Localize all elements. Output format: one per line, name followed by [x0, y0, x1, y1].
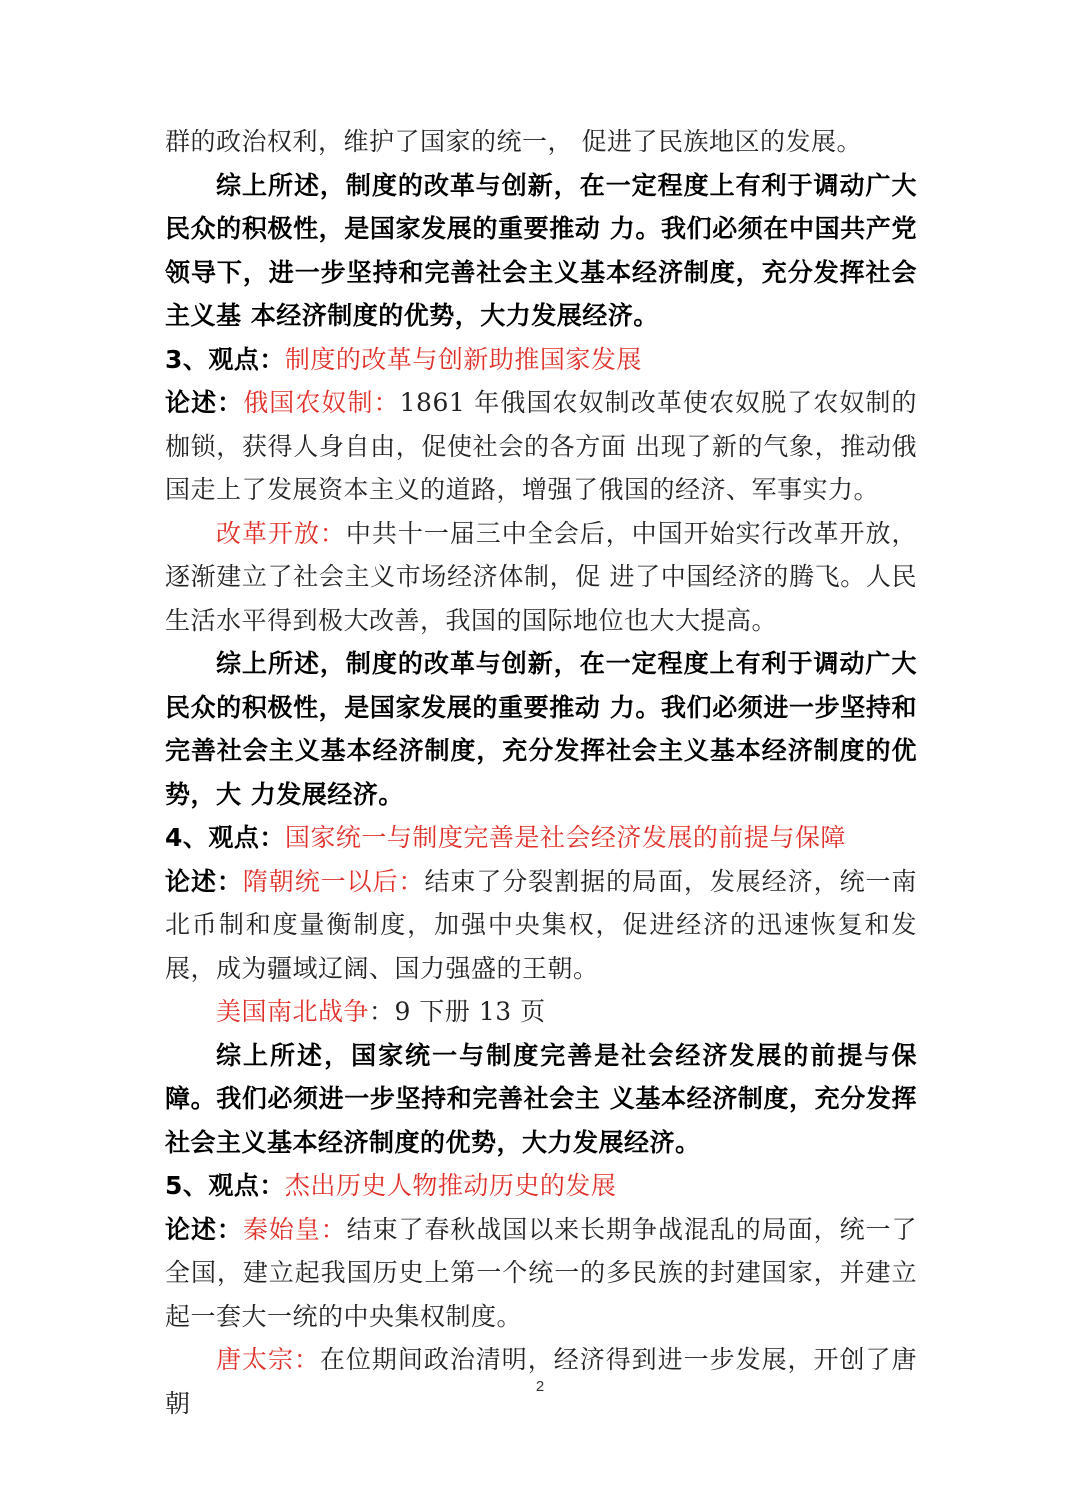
viewpoint-title: 杰出历史人物推动历史的发展: [284, 1171, 617, 1200]
page-content: [165, 120, 917, 1425]
paragraph-continuation: [165, 120, 917, 164]
viewpoint-title: 国家统一与制度完善是社会经济发展的前提与保障: [284, 823, 846, 852]
summary-text: 综上所述，国家统一与制度完善是社会经济发展的前提与保障。我们必须进一步坚持和完善社会主 义基本经济制度，充分发挥社会主义基本经济制度的优势，大力发展经济。: [165, 1040, 917, 1157]
summary-paragraph: [165, 164, 917, 338]
viewpoint-title: 制度的改革与创新助推国家发展: [284, 344, 642, 374]
argument-text: 结束了分裂割据的局面，发展经济，统一南北币制和度量衡制度，加强中央集权，促进经济的迅速恢复和发展，成为疆域辽阔、国力强盛的王朝。: [165, 866, 917, 983]
argument-term: 美国南北战争: [216, 997, 370, 1026]
summary-paragraph: [165, 1034, 917, 1165]
argument-paragraph-reform: [165, 512, 917, 643]
argument-text: ：9 下册 13 页: [369, 997, 546, 1026]
viewpoint-heading-4: [165, 816, 917, 860]
viewpoint-label: 3、观点：: [165, 344, 285, 374]
summary-text: 综上所述，制度的改革与创新，在一定程度上有利于调动广大民众的积极性，是国家发展的重要推动 力。我们必须进一步坚持和完善社会主义基本经济制度，充分发挥社会主义基本经济制度的优势，大 力发展经济。: [165, 649, 917, 809]
page-number: 2: [535, 1378, 545, 1395]
viewpoint-heading-3: [165, 338, 917, 382]
argument-paragraph-russia: [165, 381, 917, 512]
argument-text: 中共十一届三中全会后，中国开始实行改革开放，逐渐建立了社会主义市场经济体制，促 进了中国经济的腾飞。人民生活水平得到极大改善，我国的国际地位也大大提高。: [165, 518, 917, 635]
argument-text: 结束了春秋战国以来长期争战混乱的局面，统一了全国，建立起我国历史上第一个统一的多民族的封建国家，并建立起一套大一统的中央集权制度。: [165, 1214, 917, 1331]
argument-label: 论述：: [165, 388, 244, 417]
argument-term: 改革开放：: [216, 518, 346, 548]
argument-term: 俄国农奴制：: [243, 388, 400, 417]
argument-label: 论述：: [165, 866, 243, 896]
viewpoint-label: 5、观点：: [165, 1171, 285, 1200]
argument-text: 在位期间政治清明，经济得到进一步发展，开创了唐朝: [165, 1345, 917, 1418]
argument-label: 论述：: [165, 1214, 243, 1244]
argument-text: 1861 年俄国农奴制改革使农奴脱了农奴制的枷锁，获得人身自由，促使社会的各方面 出现了新的气象，推动俄国走上了发展资本主义的道路，增强了俄国的经济、军事实力。: [165, 388, 917, 504]
argument-paragraph-qin: [165, 1208, 917, 1339]
summary-paragraph: [165, 642, 917, 816]
viewpoint-label: 4、观点：: [165, 823, 285, 852]
summary-text: 综上所述，制度的改革与创新，在一定程度上有利于调动广大民众的积极性，是国家发展的重要推动 力。我们必须在中国共产党领导下，进一步坚持和完善社会主义基本经济制度，充分发挥社会主义基 本经济制度的优势，大力发展经济。: [165, 170, 917, 330]
viewpoint-heading-5: [165, 1164, 917, 1208]
argument-term: 唐太宗：: [216, 1345, 320, 1374]
paragraph-text: 群的政治权利，维护了国家的统一， 促进了民族地区的发展。: [165, 127, 862, 156]
argument-paragraph-sui: [165, 860, 917, 991]
argument-term: 秦始皇：: [242, 1214, 347, 1244]
argument-paragraph-civil-war: [165, 990, 917, 1034]
argument-term: 隋朝统一以后：: [242, 866, 425, 896]
